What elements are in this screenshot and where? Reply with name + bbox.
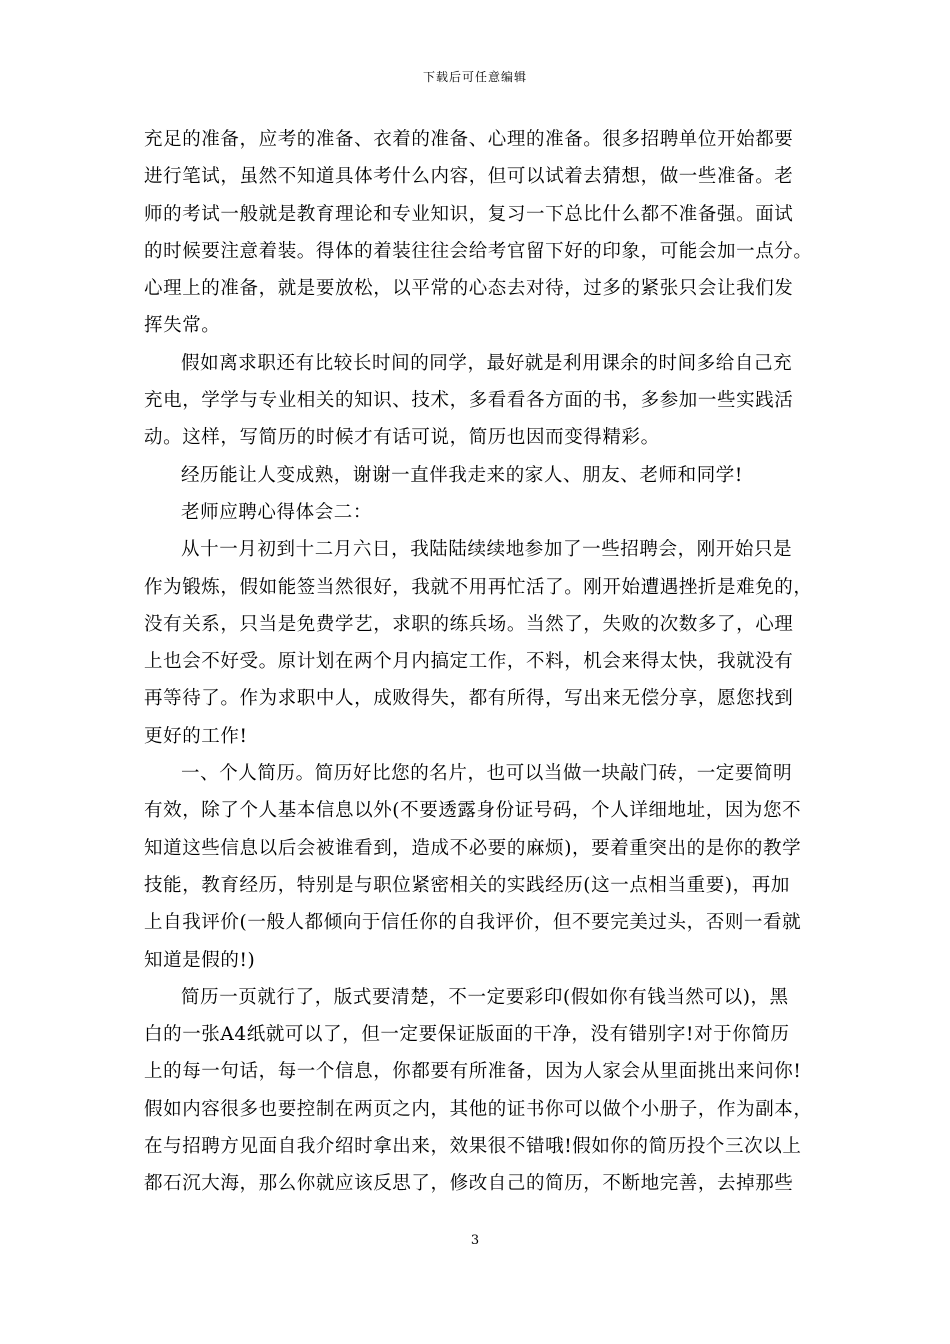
document-body [144,121,813,1203]
text-line: 没有关系，只当是免费学艺，求职的练兵场。当然了，失败的次数多了，心理 [144,613,794,635]
text-line: 白的一张A4纸就可以了，但一定要保证版面的干净，没有错别字!对于你简历 [144,1024,790,1046]
text-line: 假如内容很多也要控制在两页之内，其他的证书你可以做个小册子，作为副本， [144,1098,813,1120]
page-header: 下载后可任意编辑 [422,70,527,84]
text-line: 有效，除了个人基本信息以外(不要透露身份证号码，个人详细地址，因为您不 [144,800,802,822]
paragraph [144,755,809,979]
text-line: 经历能让人变成熟，谢谢一直伴我走来的家人、朋友、老师和同学! [181,464,743,486]
text-line: 上自我评价(一般人都倾向于信任你的自我评价，但不要完美过头，否则一看就 [144,912,802,934]
text-line: 师的考试一般就是教育理论和专业知识，复习一下总比什么都不准备强。面试 [144,203,794,225]
text-line: 心理上的准备，就是要放松，以平常的心态去对待，过多的紧张只会让我们发 [144,278,794,300]
paragraph [144,531,813,755]
section-heading [144,494,809,531]
text-line: 的时候要注意着装。得体的着装往往会给考官留下好的印象，可能会加一点分。 [144,240,813,262]
text-line: 老师应聘心得体会二： [181,501,373,523]
paragraph [144,457,809,494]
text-line: 作为锻炼，假如能签当然很好，我就不用再忙活了。刚开始遭遇挫折是难免的， [144,576,813,598]
text-line: 充足的准备，应考的准备、衣着的准备、心理的准备。很多招聘单位开始都要 [144,129,794,150]
text-line: 都石沉大海，那么你就应该反思了，修改自己的简历，不断地完善，去掉那些 [144,1173,794,1195]
text-line: 进行笔试，虽然不知道具体考什么内容，但可以试着去猜想，做一些准备。老 [144,166,794,188]
paragraph [144,345,809,457]
text-line: 更好的工作! [144,725,248,747]
text-line: 再等待了。作为求职中人，成败得失，都有所得，写出来无偿分享，愿您找到 [144,688,794,710]
text-line: 假如离求职还有比较长时间的同学，最好就是利用课余的时间多给自己充 [181,352,793,374]
text-line: 挥失常。 [144,315,221,337]
text-line: 技能，教育经历，特别是与职位紧密相关的实践经历(这一点相当重要)，再加 [144,874,790,896]
page-number: 3 [470,1233,480,1248]
paragraph [144,121,813,345]
text-line: 上也会不好受。原计划在两个月内搞定工作，不料，机会来得太快，我就没有 [144,651,794,673]
text-line: 知道是假的!) [144,949,256,971]
text-line: 动。这样，写简历的时候才有话可说，简历也因而变得精彩。 [144,427,660,449]
text-line: 知道这些信息以后会被谁看到，造成不必要的麻烦)，要着重突出的是你的教学 [144,837,802,859]
text-line: 简历一页就行了，版式要清楚，不一定要彩印(假如你有钱当然可以)，黑 [181,986,789,1008]
text-line: 一、个人简历。简历好比您的名片，也可以当做一块敲门砖，一定要简明 [181,763,793,785]
text-line: 上的每一句话，每一个信息，你都要有所准备，因为人家会从里面挑出来问你! [144,1061,802,1083]
text-line: 在与招聘方见面自我介绍时拿出来，效果很不错哦!假如你的简历投个三次以上 [144,1136,802,1158]
text-line: 充电，学学与专业相关的知识、技术，多看看各方面的书，多参加一些实践活 [144,390,794,412]
paragraph [144,979,813,1203]
text-line: 从十一月初到十二月六日，我陆陆续续地参加了一些招聘会，刚开始只是 [181,539,793,561]
